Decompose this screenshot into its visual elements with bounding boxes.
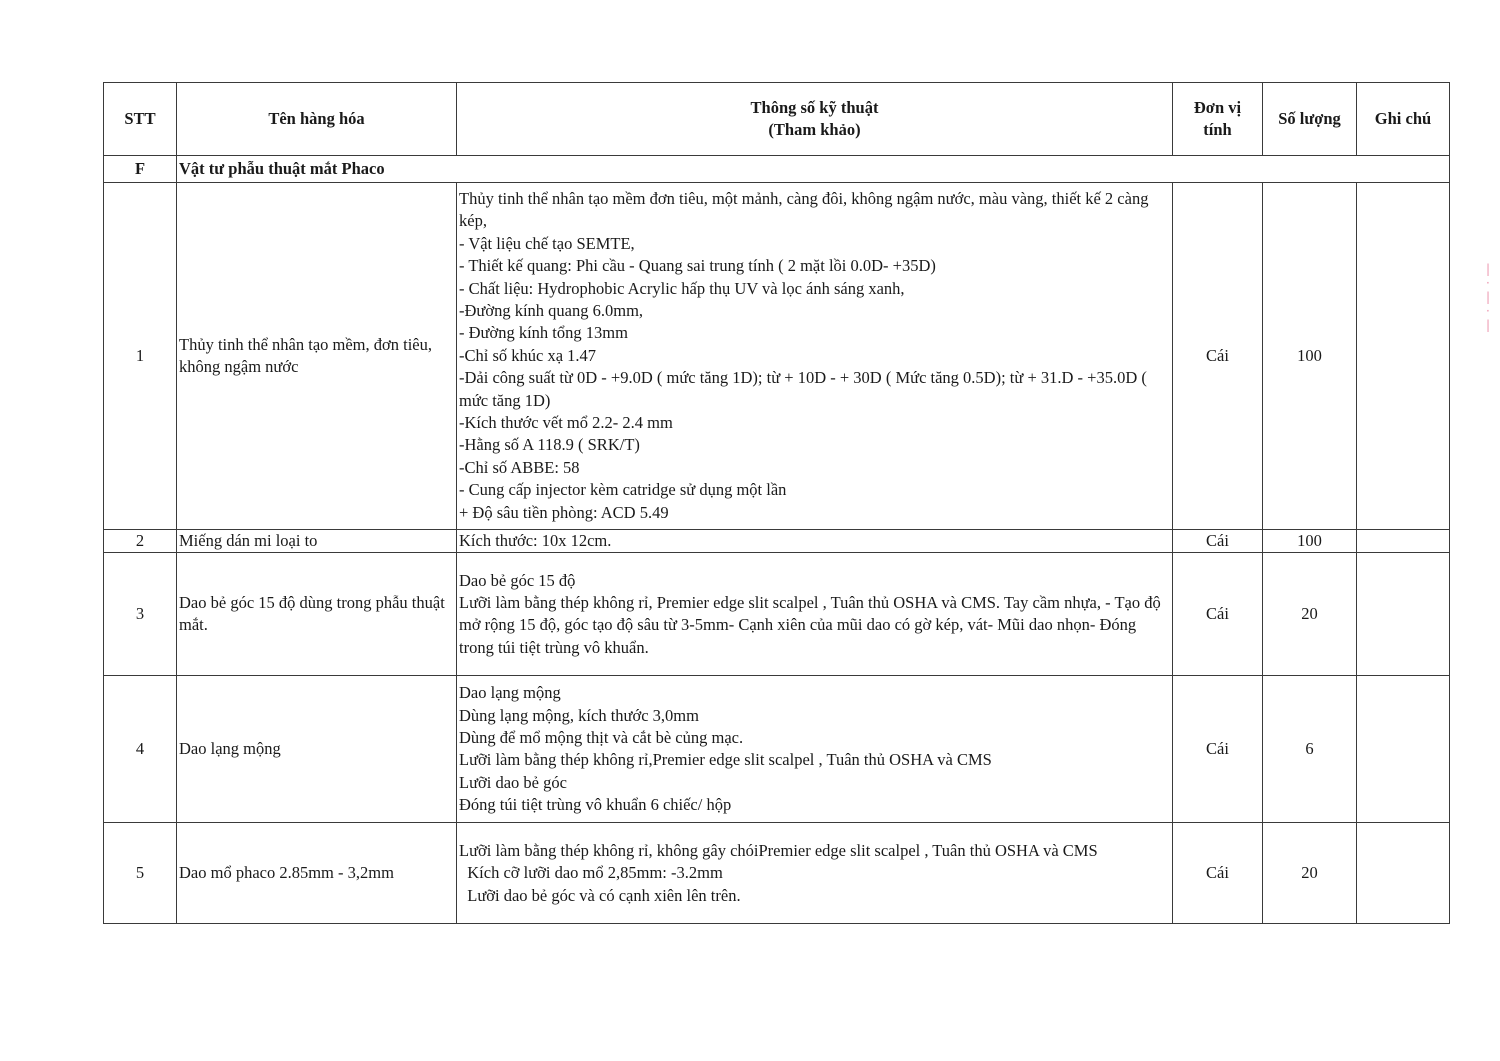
header-quantity: Số lượng: [1263, 83, 1357, 156]
edge-mark: |: [1486, 290, 1491, 304]
header-row: [104, 83, 1450, 156]
row-unit: Cái: [1173, 183, 1263, 530]
header-spec-title: Thông số kỹ thuật: [750, 98, 879, 117]
row-stt: 3: [104, 553, 177, 676]
row-item-name: Dao mổ phaco 2.85mm - 3,2mm: [177, 823, 457, 924]
spec-line: Kích cỡ lưỡi dao mổ 2,85mm: -3.2mm: [459, 863, 723, 883]
header-unit-line2: tính: [1203, 120, 1232, 139]
row-specification: [457, 823, 1173, 924]
table-row: [104, 676, 1450, 823]
spec-line: - Cung cấp injector kèm catridge sử dụng một lần: [459, 480, 787, 500]
header-stt: STT: [104, 83, 177, 156]
spec-line: Lưỡi dao bẻ góc và có cạnh xiên lên trên.: [459, 885, 741, 905]
row-item-name: Dao bẻ góc 15 độ dùng trong phẫu thuật mắt.: [177, 553, 457, 676]
edge-mark: |: [1486, 262, 1491, 276]
row-stt: 1: [104, 183, 177, 530]
spec-line: Lưỡi làm bằng thép không rỉ, không gây chóiPremier edge slit scalpel , Tuân thủ OSHA và CMS: [459, 840, 1098, 860]
row-quantity: 100: [1263, 183, 1357, 530]
spec-line: -Kích thước vết mổ 2.2- 2.4 mm: [459, 413, 673, 433]
group-code: F: [104, 156, 177, 183]
spec-line: Dùng để mổ mộng thịt và cắt bè củng mạc.: [459, 728, 744, 747]
edge-mark: ·: [1486, 304, 1490, 318]
row-stt: 5: [104, 823, 177, 924]
spec-line: Dao lạng mộng: [459, 683, 561, 703]
header-unit: [1173, 83, 1263, 156]
spec-line: Dao bẻ góc 15 độ: [459, 570, 576, 590]
row-note: [1357, 823, 1450, 924]
spec-line: - Đường kính tổng 13mm: [459, 323, 628, 343]
row-item-name: Thủy tinh thể nhân tạo mềm, đơn tiêu, không ngậm nước: [177, 183, 457, 530]
spec-line: -Dải công suất từ 0D - +9.0D ( mức tăng 1D); từ + 10D - + 30D ( Mức tăng 0.5D); từ + 31.D - +35.0D ( mức tăng 1D): [459, 368, 1147, 410]
row-specification: [457, 553, 1173, 676]
row-stt: 2: [104, 530, 177, 553]
header-item-name: Tên hàng hóa: [177, 83, 457, 156]
row-quantity: 6: [1263, 676, 1357, 823]
row-unit: Cái: [1173, 553, 1263, 676]
spec-line: Kích thước: 10x 12cm.: [459, 531, 612, 550]
edge-mark: ·: [1486, 276, 1490, 290]
spec-line: Lưỡi làm bằng thép không rỉ,Premier edge slit scalpel , Tuân thủ OSHA và CMS: [459, 750, 992, 770]
row-item-name: Dao lạng mộng: [177, 676, 457, 823]
row-note: [1357, 553, 1450, 676]
spec-line: Thủy tinh thể nhân tạo mềm đơn tiêu, một mảnh, càng đôi, không ngậm nước, màu vàng, thiết kế 2 càng kép,: [459, 188, 1149, 231]
spec-line: Lưỡi làm bằng thép không rỉ, Premier edge slit scalpel , Tuân thủ OSHA và CMS. Tay cầm nhựa, - Tạo độ mở rộng 15 độ, góc tạo độ sâu từ 3-5mm- Cạnh xiên của mũi dao có gờ kép, vát- Mũi dao nhọn- Đóng trong túi tiệt trùng vô khuẩn.: [459, 593, 1161, 657]
group-row: [104, 156, 1450, 183]
spec-line: - Vật liệu chế tạo SEMTE,: [459, 233, 635, 253]
specification-table: [103, 82, 1450, 924]
row-stt: 4: [104, 676, 177, 823]
row-unit: Cái: [1173, 530, 1263, 553]
table-row: [104, 823, 1450, 924]
spec-line: + Độ sâu tiền phòng: ACD 5.49: [459, 502, 669, 522]
spec-line: - Thiết kế quang: Phi cầu - Quang sai trung tính ( 2 mặt lồi 0.0D- +35D): [459, 256, 936, 276]
row-specification: [457, 676, 1173, 823]
table-row: [104, 183, 1450, 530]
spec-line: Lưỡi dao bẻ góc: [459, 772, 567, 792]
table-row: [104, 553, 1450, 676]
row-item-name: Miếng dán mi loại to: [177, 530, 457, 553]
page-edge-stamp-marks: [1486, 262, 1496, 442]
group-title: Vật tư phẫu thuật mắt Phaco: [177, 156, 1450, 183]
spec-line: -Đường kính quang 6.0mm,: [459, 300, 644, 320]
header-specification: [457, 83, 1173, 156]
header-unit-line1: Đơn vị: [1193, 98, 1242, 117]
row-specification: [457, 183, 1173, 530]
edge-mark: |: [1486, 318, 1491, 332]
row-quantity: 100: [1263, 530, 1357, 553]
spec-line: Dùng lạng mộng, kích thước 3,0mm: [459, 705, 699, 725]
row-note: [1357, 676, 1450, 823]
spec-line: -Hằng số A 118.9 ( SRK/T): [459, 435, 640, 455]
header-spec-subtitle: (Tham khảo): [768, 120, 861, 139]
row-unit: Cái: [1173, 823, 1263, 924]
row-unit: Cái: [1173, 676, 1263, 823]
row-specification: [457, 530, 1173, 553]
row-quantity: 20: [1263, 823, 1357, 924]
spec-line: Đóng túi tiệt trùng vô khuẩn 6 chiếc/ hộp: [459, 795, 732, 815]
spec-line: - Chất liệu: Hydrophobic Acrylic hấp thụ UV và lọc ánh sáng xanh,: [459, 278, 905, 298]
row-note: [1357, 530, 1450, 553]
row-quantity: 20: [1263, 553, 1357, 676]
spec-line: -Chỉ số ABBE: 58: [459, 457, 580, 477]
table-row: [104, 530, 1450, 553]
spec-line: -Chỉ số khúc xạ 1.47: [459, 345, 597, 365]
row-note: [1357, 183, 1450, 530]
header-note: Ghi chú: [1357, 83, 1450, 156]
